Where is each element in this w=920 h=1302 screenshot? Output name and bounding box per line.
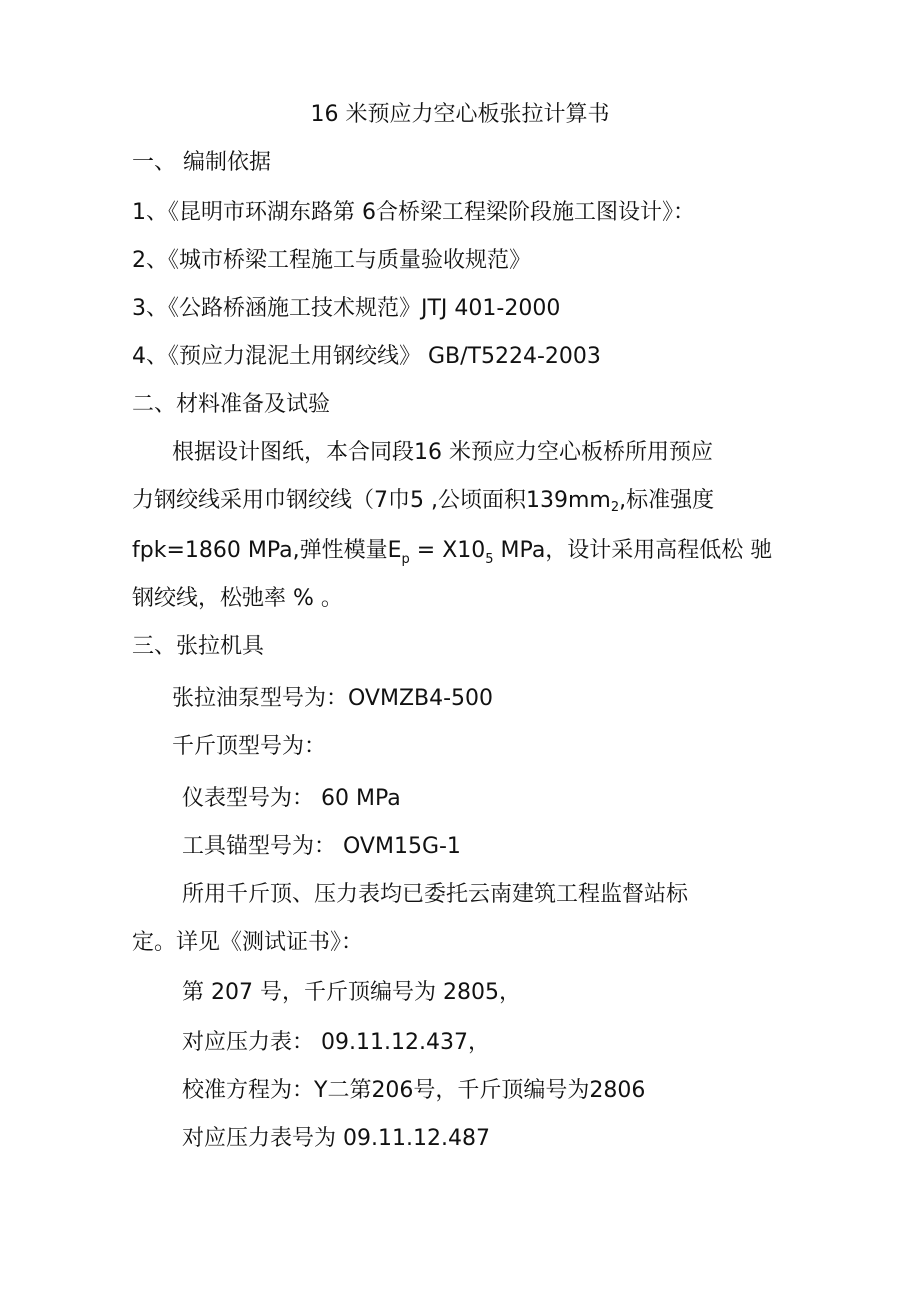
materials-line-2-text-b: ,标准强度 [619,488,715,513]
basis-item-2: 2、《城市桥梁工程施工与质量验收规范》 [132,248,531,273]
section-heading-equipment: 三、张拉机具 [132,634,265,659]
materials-line-3-subscript-p: p [401,552,410,567]
certificate-line-4: 对应压力表号为 09.11.12.487 [182,1126,490,1151]
basis-item-3: 3、《公路桥涵施工技术规范》JTJ 401-2000 [132,296,561,321]
materials-paragraph-line-3 [132,536,772,575]
basis-item-4: 4、《预应力混泥土用钢绞线》 GB/T5224-2003 [132,344,601,369]
materials-line-2-subscript: 2 [610,500,620,515]
equipment-calibration-line-2: 定。详见《测试证书》： [132,930,364,955]
materials-paragraph-line-1: 根据设计图纸，本合同段16 米预应力空心板桥所用预应 [172,440,713,465]
equipment-pump-model: 张拉油泵型号为：OVMZB4-500 [172,686,494,711]
certificate-line-2: 对应压力表： 09.11.12.437， [182,1030,490,1055]
materials-paragraph-line-4: 钢绞线，松弛率 % 。 [132,586,343,611]
section-heading-basis: 一、 编制依据 [132,150,271,175]
materials-line-3-text-c: MPa，设计采用高程低松 驰 [493,538,773,563]
page-title: 16 米预应力空心板张拉计算书 [310,102,610,127]
materials-line-3-subscript-5: 5 [485,552,494,567]
equipment-jack-model: 千斤顶型号为： [172,734,327,759]
materials-line-3-text-b: = X10 [409,538,486,563]
certificate-line-3: 校准方程为：Y二第206号，千斤顶编号为2806 [182,1078,646,1103]
materials-line-3-text-a: fpk=1860 MPa,弹性模量E [132,538,402,563]
certificate-line-1: 第 207 号，千斤顶编号为 2805， [182,980,521,1005]
equipment-anchor-model: 工具锚型号为： OVM15G-1 [182,834,461,859]
materials-paragraph-line-2 [132,486,714,523]
equipment-calibration-line-1: 所用千斤顶、压力表均已委托云南建筑工程监督站标 [182,882,689,907]
materials-line-2-text-a: 力钢绞线采用巾钢绞线（7巾5 ,公顷面积139mm [132,488,611,513]
equipment-gauge-model: 仪表型号为： 60 MPa [182,786,401,811]
section-heading-materials: 二、材料准备及试验 [132,392,331,417]
basis-item-1: 1、《昆明市环湖东路第 6合桥梁工程梁阶段施工图设计》： [132,200,695,225]
